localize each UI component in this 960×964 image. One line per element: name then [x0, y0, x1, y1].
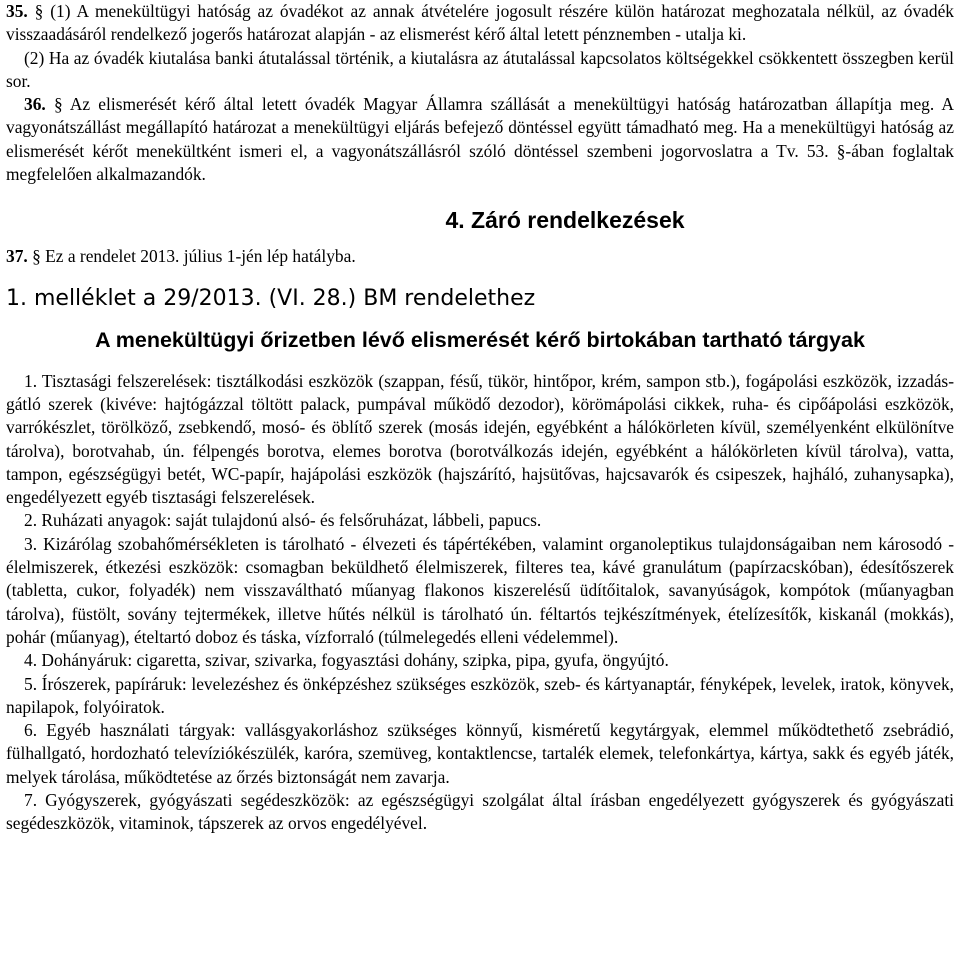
section-37-text: Ez a rendelet 2013. július 1-jén lép hatályba.	[40, 246, 356, 267]
list-item: 4. Dohányáruk: cigaretta, szivar, szivarka, fogyasztási dohány, szipka, pipa, gyufa, öngyújtó.	[24, 650, 669, 671]
annex-title: 1. melléklet a 29/2013. (VI. 28.) BM rendelethez	[6, 285, 536, 311]
list-item: 1. Tisztasági felszerelések: tisztálkodási eszközök (szappan, fésű, tükör, hintőpor, krém, sampon stb.), fogápolási eszközök, izzadás-gátló szerek (kivéve: hajtógázzal töltött palack, pumpával működő dezodor), körömápolási cikkek, ruha- és cipőápolási eszközök, varrókészlet, törölköző, zsebkendő, mosó- és öblítő szerek (mosás idején, egyébként a hálókörleten kívül, személyenként elkülönítve tárolva), borotvahab, ún. félpengés borotva, elemes borotva (borotválkozás idején, egyébként a hálókörleten kívül tárolva), vatta, tampon, egészségügyi betét, WC-papír, hajápolási eszközök (hajszárító, hajsütővas, hajcsavarók és csipeszek, hajháló, zuhanysapka), engedélyezett egyéb tisztasági felszerelések.	[6, 370, 954, 508]
section-37-number: 37.	[6, 246, 28, 267]
section-36-sign: §	[53, 94, 63, 115]
section-35-para-1	[6, 0, 954, 47]
section-36-text-b: -ában foglaltak megfelelően alkalmazandók.	[6, 140, 954, 185]
list-item: 7. Gyógyszerek, gyógyászati segédeszközök: az egészségügyi szolgálat által írásban engedélyezett gyógyszerek és gyógyászati segédeszközök, vitaminok, tápszerek az orvos engedélyével.	[6, 790, 954, 834]
section-37-paragraph	[6, 245, 954, 268]
section-35-para-2: (2) Ha az óvadék kiutalása banki átutalással történik, a kiutalásra az átutalással kapcsolatos költségekkel csökkentett összegben kerül sor.	[6, 47, 954, 91]
section-36-paragraph	[6, 93, 954, 186]
section-35-sign: §	[34, 1, 44, 21]
chapter-title: 4. Záró rendelkezések	[445, 207, 685, 234]
section-35-text-1: (1) A menekültügyi hatóság az óvadékot az annak átvételére jogosult részére külön határozat meghozatala nélkül, az óvadék visszaadásáról rendelkező jogerős határozat alapján - az elismerést kérő által letett pénznemben - utalja ki.	[6, 1, 954, 45]
section-36-number: 36.	[24, 94, 46, 115]
section-37-sign: §	[32, 246, 41, 267]
section-35-number: 35.	[6, 1, 28, 21]
list-title: A menekültügyi őrizetben lévő elismerését kérő birtokában tartható tárgyak	[95, 327, 865, 352]
list-item: 5. Írószerek, papíráruk: levelezéshez és önképzéshez szükséges eszközök, szeb- és kártyanaptár, fényképek, levelek, iratok, könyvek, napilapok, folyóiratok.	[6, 673, 954, 717]
section-36-text-a: Az elismerését kérő által letett óvadék Magyar Államra szállását a menekültügyi hatóság határozatban állapítja meg. A vagyonátszállást megállapító határozat a menekültügyi eljárás befejező döntéssel együtt támadható meg. Ha a menekültügyi hatóság az elismerését kérőt menekültként ismeri el, a vagyonátszállásról szóló döntéssel szembeni jogorvoslatra a Tv. 53.	[6, 94, 954, 161]
section-36-sign-2: §	[836, 140, 846, 161]
list-item: 3. Kizárólag szobahőmérsékleten is tárolható - élvezeti és tápértékében, valamint organoleptikus tulajdonságaiban nem károsodó - élelmiszerek, étkezési eszközök: csomagban beküldhető élelmiszerek, filteres tea, kávé granulátum (papírzacskóban), édesítőszerek (tabletta, cukor, folyadék) nem visszaváltható műanyag flakonos kiszerelésű üdítőitalok, savanyúságok, kompótok (műanyagban tárolva), füstölt, sovány tejtermékek, illetve hűtés nélkül is tárolható ún. féltartós tejkészítmények, ételízesítők, kiskanál (mokkás), pohár (műanyag), ételtartó doboz és táska, vízforraló (túlmelegedés elleni védelemmel).	[6, 533, 954, 647]
list-item: 2. Ruházati anyagok: saját tulajdonú alsó- és felsőruházat, lábbeli, papucs.	[24, 510, 542, 531]
list-item: 6. Egyéb használati tárgyak: vallásgyakorláshoz szükséges könnyű, kisméretű kegytárgyak, elemmel működtethető zsebrádió, fülhallgató, hordozható televíziókészülék, karóra, szemüveg, kontaktlencse, tartalék elemek, telefonkártya, kártya, sakk és egyéb játék, melyek tárolása, működtetése az őrzés biztonságát nem zavarja.	[6, 720, 954, 787]
